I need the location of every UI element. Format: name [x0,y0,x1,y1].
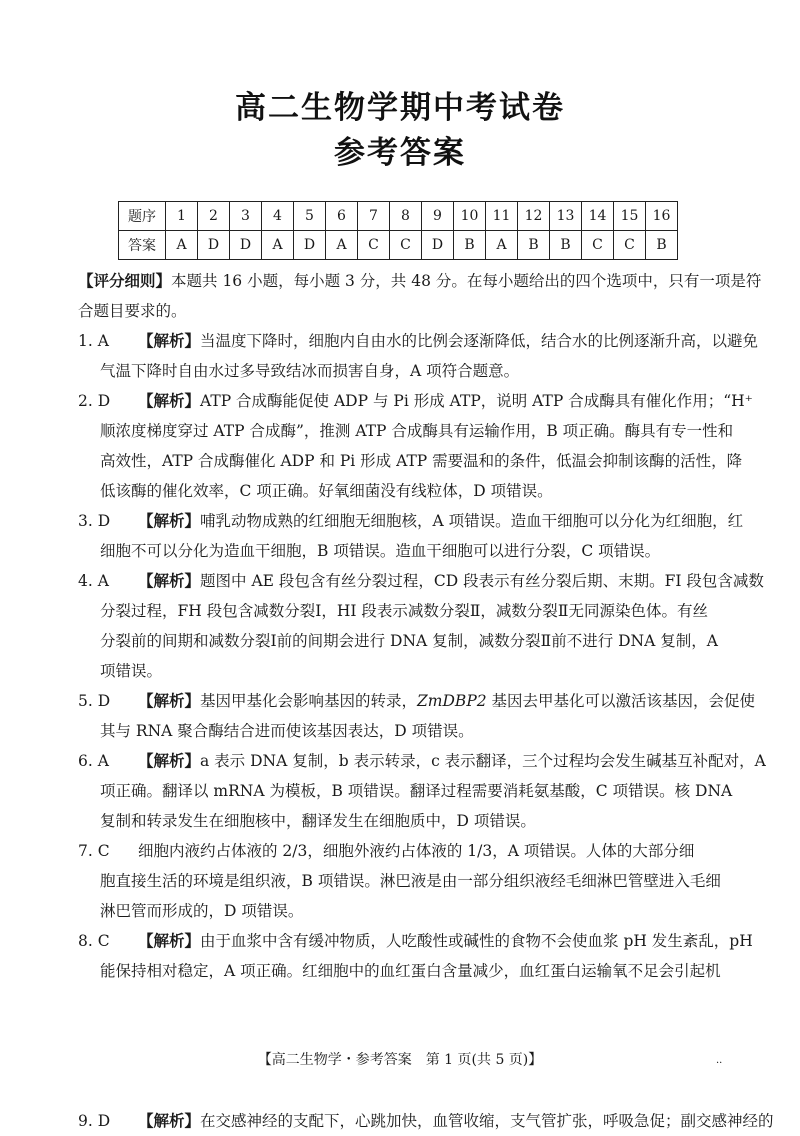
question-number-cell: 6 [326,202,358,231]
question-answer: 4. A [78,572,109,590]
analysis-text: 细胞内液约占体液的 2/3，细胞外液约占体液的 1/3，A 项错误。人体的大部分细 [138,842,695,860]
question-number-cell: 7 [358,202,390,231]
question-number-cell: 3 [230,202,262,231]
answer-cell: C [582,231,614,260]
question-number-cell: 13 [550,202,582,231]
question-number-cell: 4 [262,202,294,231]
scoring-text: 本题共 16 小题，每小题 3 分，共 48 分。在每小题给出的四个选项中，只有一项是符 [171,272,762,290]
answer-cell: A [166,231,198,260]
question-number-cell: 5 [294,202,326,231]
question-answer: 3. D [78,512,111,530]
analysis-tag: 【解析】 [138,511,201,530]
explanation-item [78,746,766,836]
question-number-cell: 16 [646,202,678,231]
answer-cell: D [198,231,230,260]
answer-cell: A [262,231,294,260]
analysis-text: 其与 RNA 聚合酶结合进而使该基因表达，D 项错误。 [100,722,474,740]
analysis-tag: 【解析】 [138,391,201,410]
analysis-text: 细胞不可以分化为造血干细胞，B 项错误。造血干细胞可以进行分裂，C 项错误。 [100,542,661,560]
analysis-text: 气温下降时自由水过多导致结冰而损害自身，A 项符合题意。 [100,362,520,380]
question-answer: 9. D [78,1112,111,1130]
corner-mark: ·· [716,1058,723,1069]
analysis-text: 哺乳动物成熟的红细胞无细胞核，A 项错误。造血干细胞可以分化为红细胞，红 [200,512,744,530]
question-number-cell: 15 [614,202,646,231]
analysis-tag: 【解析】 [138,331,201,350]
analysis-text: 淋巴管而形成的，D 项错误。 [100,902,304,920]
analysis-text: 项错误。 [100,662,163,680]
analysis-tag: 【解析】 [138,1111,201,1130]
analysis-text: 题图中 AE 段包含有丝分裂过程，CD 段表示有丝分裂后期、末期。FI 段包含减数 [200,572,764,590]
analysis-text: 当温度下降时，细胞内自由水的比例会逐渐降低，结合水的比例逐渐升高，以避免 [200,332,759,350]
answer-table-row-header: 题序 [119,202,166,231]
question-number-cell: 14 [582,202,614,231]
analysis-text: 胞直接生活的环境是组织液，B 项错误。淋巴液是由一部分组织液经毛细淋巴管壁进入毛细 [100,872,721,890]
gene-name: ZmDBP2 [417,692,487,710]
question-answer: 1. A [78,332,109,350]
analysis-text: 低该酶的催化效率，C 项正确。好氧细菌没有线粒体，D 项错误。 [100,482,553,500]
explanation-item [78,386,753,506]
analysis-text: 基因去甲基化可以激活该基因，会促使 [486,692,756,710]
analysis-tag: 【解析】 [138,691,201,710]
analysis-text: 分裂前的间期和减数分裂Ⅰ前的间期会进行 DNA 复制，减数分裂Ⅱ前不进行 DNA 复制，A [100,632,718,650]
answer-cell: B [550,231,582,260]
answer-cell: C [390,231,422,260]
question-answer: 7. C [78,842,110,860]
question-answer: 8. C [78,932,110,950]
explanation-item [78,506,744,566]
page-title: 高二生物学期中考试卷 [235,90,565,126]
explanation-item [78,1106,774,1136]
explanation-item [78,566,764,686]
explanation-item [78,326,759,386]
answer-table-row-header: 答案 [119,231,166,260]
analysis-text: ATP 合成酶能促使 ADP 与 Pi 形成 ATP，说明 ATP 合成酶具有催化作用；“H⁺ [200,392,753,410]
analysis-text: 基因甲基化会影响基因的转录， [200,692,418,710]
answer-cell: A [326,231,358,260]
question-answer: 2. D [78,392,111,410]
page-footer: 【高二生物学・参考答案 第 1 页(共 5 页)】 [257,1052,543,1068]
question-answer: 5. D [78,692,111,710]
analysis-tag: 【解析】 [138,751,201,770]
question-number-cell: 1 [166,202,198,231]
analysis-tag: 【解析】 [138,571,201,590]
question-number-cell: 10 [454,202,486,231]
question-number-cell: 8 [390,202,422,231]
answer-cell: A [486,231,518,260]
answer-table-answer-row [119,231,678,260]
question-answer: 6. A [78,752,109,770]
analysis-text: 能保持相对稳定，A 项正确。红细胞中的血红蛋白含量减少，血红蛋白运输氧不足会引起机 [100,962,721,980]
answer-cell: B [646,231,678,260]
analysis-text: a 表示 DNA 复制，b 表示转录，c 表示翻译，三个过程均会发生碱基互补配对，A [200,752,766,770]
answer-table [118,201,678,260]
answer-cell: C [358,231,390,260]
explanation-item [78,836,728,926]
scoring-rules [78,266,762,326]
page-subtitle: 参考答案 [334,135,466,171]
explanation-item [78,926,753,986]
analysis-text: 由于血浆中含有缓冲物质，人吃酸性或碱性的食物不会使血浆 pH 发生紊乱，pH [200,932,753,950]
question-number-cell: 9 [422,202,454,231]
answer-cell: D [230,231,262,260]
analysis-text: 顺浓度梯度穿过 ATP 合成酶”，推测 ATP 合成酶具有运输作用，B 项正确。酶具有专一性和 [100,422,734,440]
analysis-text: 在交感神经的支配下，心跳加快，血管收缩，支气管扩张，呼吸急促；副交感神经的 [200,1112,774,1130]
analysis-text: 分裂过程，FH 段包含减数分裂Ⅰ，HI 段表示减数分裂Ⅱ，减数分裂Ⅱ无同源染色体。有丝 [100,602,708,620]
explanation-item [78,686,756,746]
answer-cell: B [518,231,550,260]
question-number-cell: 11 [486,202,518,231]
analysis-text: 项正确。翻译以 mRNA 为模板，B 项错误。翻译过程需要消耗氨基酸，C 项错误。核 DNA [100,782,733,800]
answer-cell: D [294,231,326,260]
answer-cell: C [614,231,646,260]
scoring-tag: 【评分细则】 [78,271,172,290]
answer-cell: D [422,231,454,260]
answer-cell: B [454,231,486,260]
question-number-cell: 12 [518,202,550,231]
analysis-text: 复制和转录发生在细胞核中，翻译发生在细胞质中，D 项错误。 [100,812,536,830]
analysis-tag: 【解析】 [138,931,201,950]
question-number-cell: 2 [198,202,230,231]
analysis-text: 高效性，ATP 合成酶催化 ADP 和 Pi 形成 ATP 需要温和的条件，低温会抑制该酶的活性，降 [100,452,743,470]
scoring-text: 合题目要求的。 [78,302,187,320]
answer-table-number-row [119,202,678,231]
